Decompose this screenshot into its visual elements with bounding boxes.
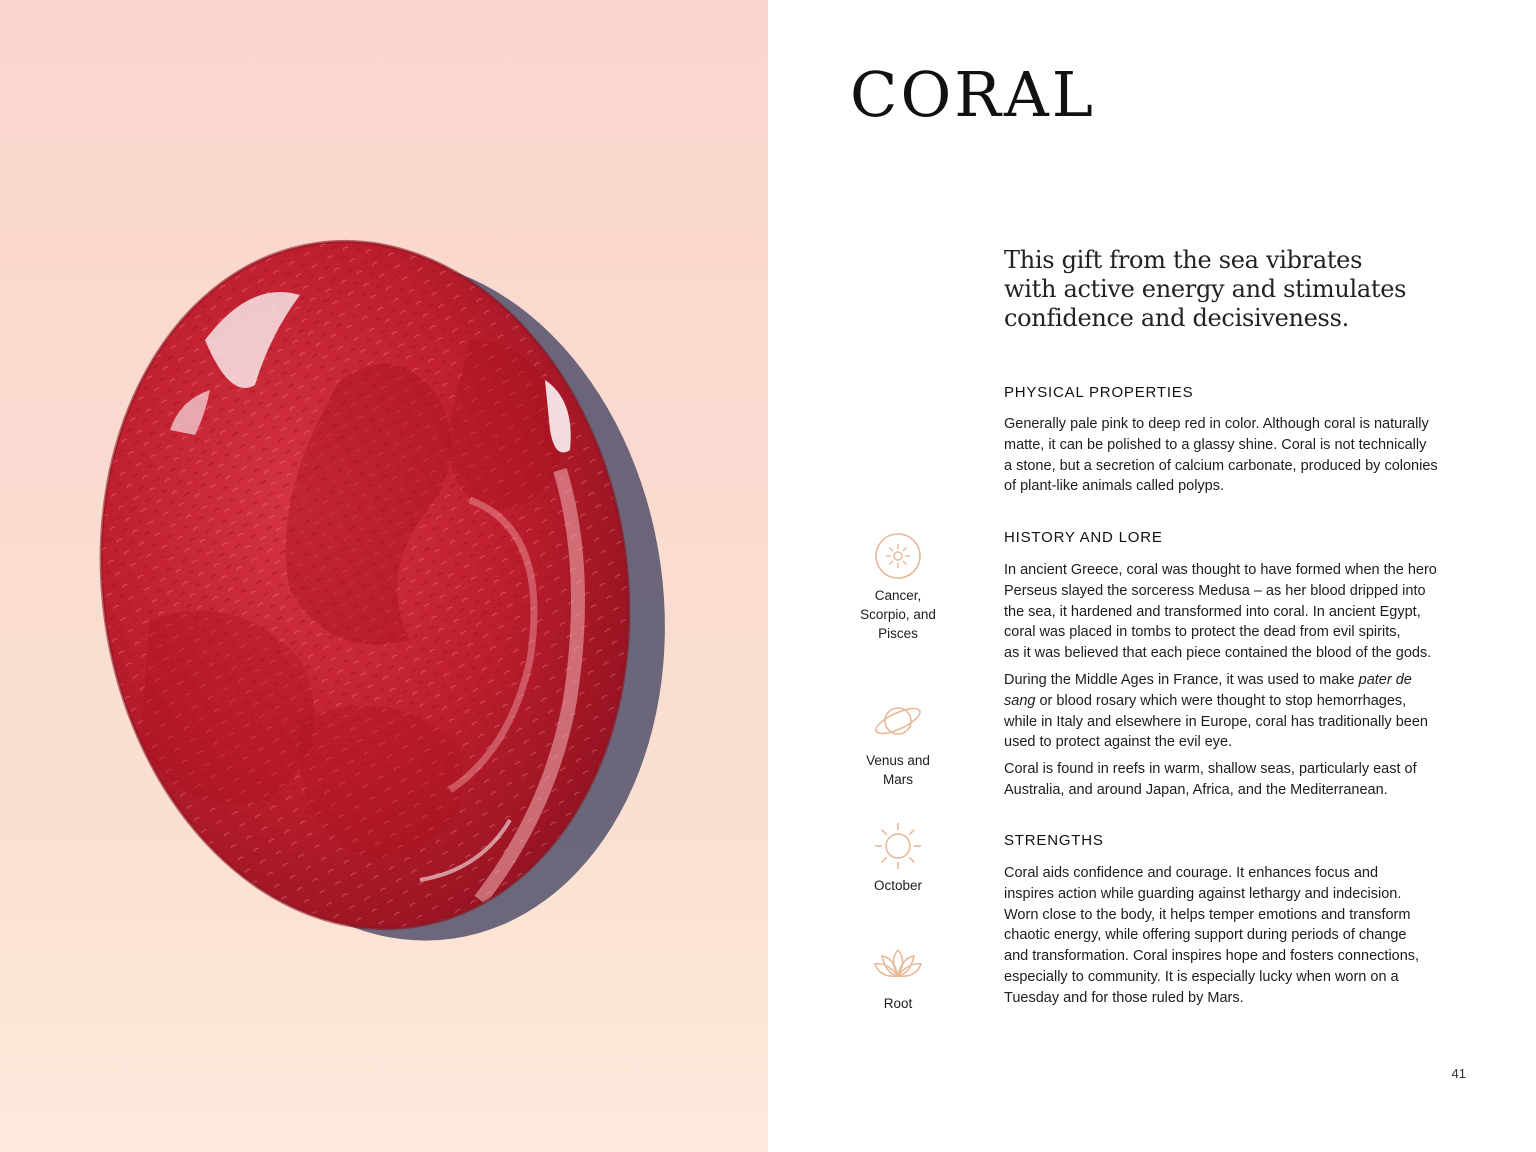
text-line: coral was placed in tombs to protect the dead from evil spirits, [1004, 624, 1401, 641]
lotus-chakra-icon [872, 938, 924, 990]
text-line: Perseus slayed the sorceress Medusa – as her blood dripped into [1004, 582, 1426, 599]
label-line: Cancer, [874, 588, 922, 603]
month-label [848, 876, 948, 895]
text-page [768, 0, 1536, 1152]
text-line [1004, 670, 1474, 691]
text-line: In ancient Greece, coral was thought to have formed when the hero [1004, 562, 1437, 578]
label-line: Venus and [866, 753, 930, 768]
physical-properties-text [1004, 414, 1474, 497]
chakra-attribute [848, 938, 948, 1013]
text-line: a stone, but a secretion of calcium carbonate, produced by colonies [1004, 457, 1438, 474]
label-line: Root [883, 996, 913, 1011]
sun-icon [872, 820, 924, 872]
chakra-label [848, 994, 948, 1013]
text-line: Tuesday and for those ruled by Mars. [1004, 989, 1244, 1006]
text-line: Generally pale pink to deep red in color. Although coral is naturally [1004, 416, 1429, 432]
text-line: Coral aids confidence and courage. It enhances focus and [1004, 865, 1379, 881]
strengths-heading: STRENGTHS [1004, 832, 1104, 849]
text-run: During the Middle Ages in France, it was used to make [1004, 672, 1359, 688]
birthstone-month-attribute [848, 820, 948, 895]
intro-quote [1004, 246, 1474, 333]
text-line: chaotic energy, while offering support during periods of change [1004, 927, 1407, 944]
label-line: Pisces [878, 626, 918, 641]
zodiac-icon [872, 530, 924, 582]
text-line [1004, 691, 1474, 712]
planet-icon [872, 695, 924, 747]
page-number: 41 [1451, 1066, 1466, 1081]
text-run: or blood rosary which were thought to stop hemorrhages, [1035, 692, 1407, 709]
zodiac-label [848, 586, 948, 643]
text-line: as it was believed that each piece contained the blood of the gods. [1004, 645, 1432, 662]
page-title: CORAL [850, 58, 1096, 131]
intro-line: confidence and decisiveness. [1004, 304, 1349, 332]
history-paragraph-1 [1004, 560, 1474, 664]
italic-term: pater de [1358, 672, 1412, 688]
text-line: while in Italy and elsewhere in Europe, coral has traditionally been [1004, 713, 1428, 730]
text-line: of plant-like animals called polyps. [1004, 478, 1225, 495]
text-line: inspires action while guarding against lethargy and indecision. [1004, 885, 1402, 902]
label-line: Mars [883, 772, 913, 787]
history-lore-heading: HISTORY AND LORE [1004, 529, 1163, 546]
planet-label [848, 751, 948, 789]
text-line: matte, it can be polished to a glassy shine. Coral is not technically [1004, 436, 1427, 453]
history-paragraph-2 [1004, 670, 1474, 753]
label-line: October [873, 878, 923, 893]
history-paragraph-3 [1004, 759, 1474, 801]
physical-properties-heading: PHYSICAL PROPERTIES [1004, 384, 1194, 401]
zodiac-attribute [848, 530, 948, 643]
text-line: Australia, and around Japan, Africa, and the Mediterranean. [1004, 781, 1388, 798]
text-line: Worn close to the body, it helps temper emotions and transform [1004, 906, 1411, 923]
text-line: especially to community. It is especially lucky when worn on a [1004, 968, 1399, 985]
text-line: and transformation. Coral inspires hope and fosters connections, [1004, 948, 1420, 965]
text-line: the sea, it hardened and transformed into coral. In ancient Egypt, [1004, 603, 1421, 620]
label-line: Scorpio, and [860, 607, 936, 622]
intro-line: This gift from the sea vibrates [1004, 246, 1363, 274]
strengths-text [1004, 863, 1474, 1009]
text-line: used to protect against the evil eye. [1004, 734, 1233, 751]
planet-attribute [848, 695, 948, 789]
text-line: Coral is found in reefs in warm, shallow seas, particularly east of [1004, 761, 1417, 777]
italic-term: sang [1004, 692, 1036, 709]
intro-line: with active energy and stimulates [1004, 275, 1407, 303]
